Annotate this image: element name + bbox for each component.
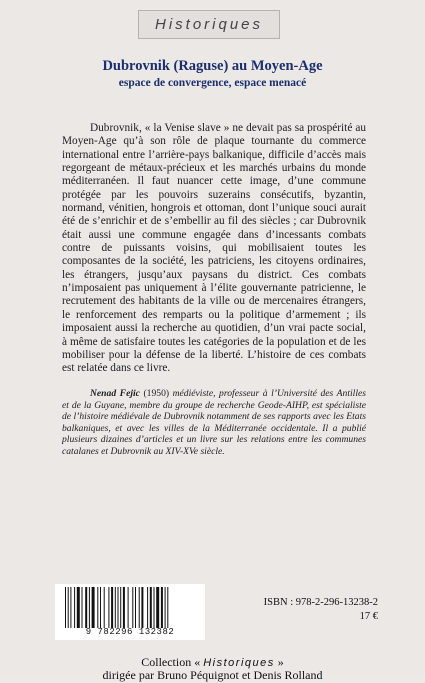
isbn: ISBN : 978-2-296-13238-2 <box>263 597 378 608</box>
barcode-number: 9 782296 132382 <box>85 627 175 637</box>
book-summary: Dubrovnik, « la Venise slave » ne devait pas sa prospérité au Moyen-Age qu’à son rôle de plaque tournante du commerce international entre l’arrière-pays balkanique, difficile d’accès mais regorgeant de métaux-précieux et les marchés urbains du monde méditerranéen. Il faut nuancer cette image, d’une commune protégée par les pouvoirs suzerains consécutifs, byzantin, normand, vénitien, hongrois et ottoman, dont l’unique souci aurait été de s’enrichir et de s’embellir au fil des siècles ; car Dubrovnik était aussi une commune engagée dans d’incessants combats contre de puissants voisins, qui mobilisaient toutes les composantes de la société, les patriciens, les citoyens ordinaires, les étrangers, jusqu’aux paysans du district. Ces combats n’imposaient pas uniquement à l’élite gouvernante patricienne, le recrutement des habitants de la ville ou de mercenaires étrangers, le renforcement des remparts ou la politique d’armement ; ils imposaient aussi la recherche au quotidien, d’un vrai pacte social, à même de satisfaire toutes les catégories de la population et de les mobiliser pour la défense de la liberté. L’histoire de ces combats est relatée dans ce livre. <box>62 122 366 375</box>
collection-prefix: Collection « <box>141 655 204 669</box>
author-bio-text: médiéviste, professeur à l’Université des Antilles et de la Guyane, membre du groupe de recherche Geode-AIHP, est spécialiste de l’histoire médiévale de Dubrovnik notamment de ses rapports avec les Etats balkaniques, et avec les villes de la Méditerranée occidentale. Il a publié plusieurs dizaines d’articles et un livre sur les relations entre les communes catalanes et Dubrovnik au XIV-XVe siècle. <box>62 388 366 457</box>
series-header: Historiques <box>154 16 264 33</box>
author-name: Nenad Fejic <box>90 388 140 399</box>
book-title: Dubrovnik (Raguse) au Moyen-Age <box>102 58 323 74</box>
book-subtitle: espace de convergence, espace menacé <box>118 77 307 89</box>
price: 17 € <box>359 611 378 622</box>
collection-directors: dirigée par Bruno Péquignot et Denis Rolland <box>102 668 323 682</box>
barcode <box>55 584 205 640</box>
collection-series: Historiques <box>203 657 275 669</box>
series-header-box <box>138 10 280 39</box>
barcode-bars <box>65 587 197 628</box>
author-bio <box>62 388 366 458</box>
collection-suffix: » <box>274 655 284 669</box>
author-years: (1950) <box>143 388 170 399</box>
